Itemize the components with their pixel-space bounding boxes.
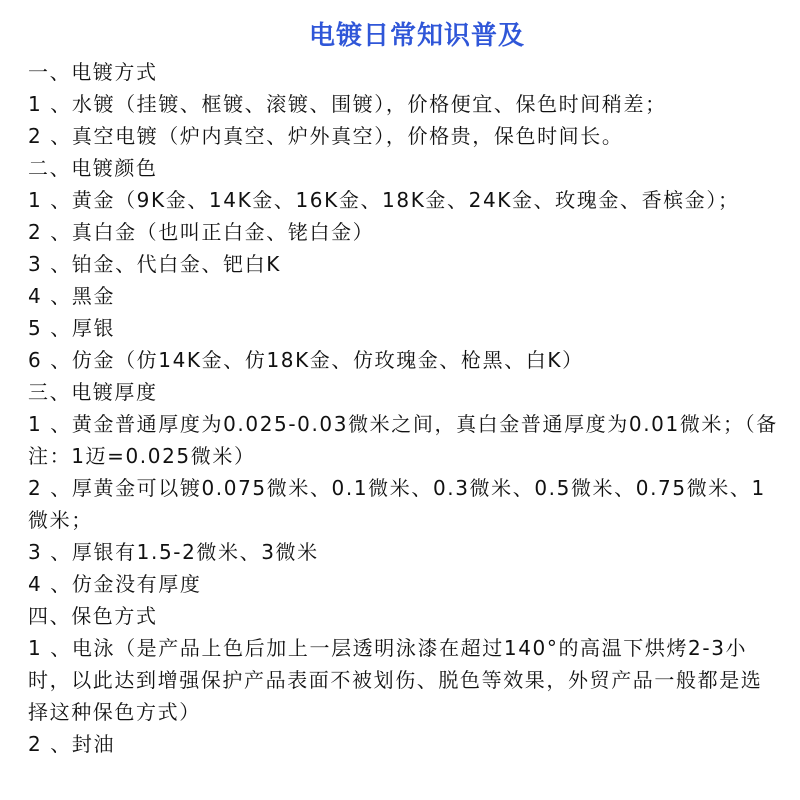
section-heading-plating-color: 二、电镀颜色	[28, 156, 158, 180]
list-item: 2 、厚黄金可以镀0.075微米、0.1微米、0.3微米、0.5微米、0.75微米、1微米；	[28, 476, 766, 532]
list-item: 2 、封油	[28, 732, 116, 756]
list-item: 5 、厚银	[28, 316, 116, 340]
list-item: 3 、厚银有1.5-2微米、3微米	[28, 540, 319, 564]
list-item: 6 、仿金（仿14K金、仿18K金、仿玫瑰金、枪黑、白K）	[28, 348, 584, 372]
list-item: 1 、黄金（9K金、14K金、16K金、18K金、24K金、玫瑰金、香槟金）；	[28, 188, 740, 212]
list-item: 4 、仿金没有厚度	[28, 572, 202, 596]
document-title: 电镀日常知识普及	[308, 21, 525, 51]
section-heading-plating-thickness: 三、电镀厚度	[28, 380, 158, 404]
list-item: 2 、真空电镀（炉内真空、炉外真空），价格贵，保色时间长。	[28, 124, 624, 148]
list-item: 3 、铂金、代白金、钯白K	[28, 252, 281, 276]
document-body	[28, 56, 780, 760]
list-item: 1 、水镀（挂镀、框镀、滚镀、围镀），价格便宜、保色时间稍差；	[28, 92, 667, 116]
section-heading-plating-method: 一、电镀方式	[28, 60, 158, 84]
list-item: 1 、黄金普通厚度为0.025-0.03微米之间，真白金普通厚度为0.01微米；（备注：1迈=0.025微米）	[28, 412, 778, 468]
section-heading-color-protection: 四、保色方式	[28, 604, 158, 628]
list-item: 1 、电泳（是产品上色后加上一层透明泳漆在超过140°的高温下烘烤2-3小时，以此达到增强保护产品表面不被划伤、脱色等效果，外贸产品一般都是选择这种保色方式）	[28, 636, 763, 724]
list-item: 2 、真白金（也叫正白金、铑白金）	[28, 220, 375, 244]
list-item: 4 、黑金	[28, 284, 116, 308]
